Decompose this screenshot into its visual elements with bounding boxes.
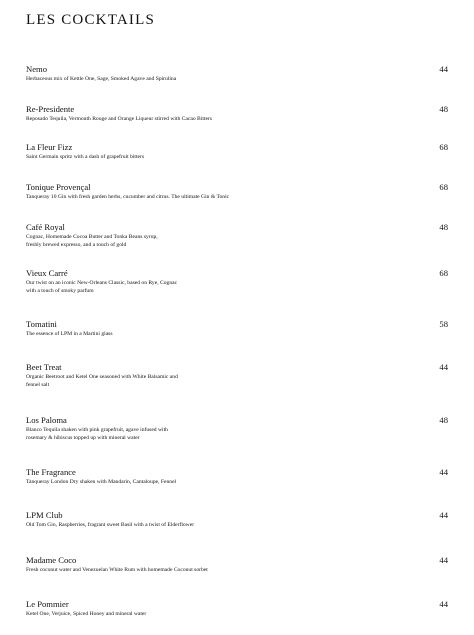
item-description: Saint Germain spritz with a dash of grapefruit bitters <box>26 154 145 160</box>
menu-item-cafe-royal <box>26 222 448 250</box>
item-price: 58 <box>439 319 448 329</box>
item-price: 68 <box>439 182 448 192</box>
item-price: 44 <box>439 555 448 565</box>
item-price: 68 <box>439 142 448 152</box>
item-description: Reposado Tequila, Vermouth Rouge and Orange Liqueur stirred with Cacao Bitters <box>26 116 212 122</box>
item-price: 44 <box>439 467 448 477</box>
item-name: La Fleur Fizz <box>26 142 73 152</box>
item-name: Vieux Carré <box>26 268 68 278</box>
item-price: 48 <box>439 104 448 114</box>
item-price: 44 <box>439 599 448 609</box>
item-name: Re-Presidente <box>26 104 75 114</box>
item-price: 44 <box>439 510 448 520</box>
menu-item-lpm-club <box>26 510 448 529</box>
item-description: Our twist on an iconic New-Orleans Classic, based on Rye, Cognac with a touch of smoky parfum <box>26 280 178 295</box>
menu-item-tomatini <box>26 319 448 338</box>
menu-item-nemo <box>26 64 448 83</box>
item-name: The Fragrance <box>26 467 76 477</box>
menu-item-vieux-carre <box>26 268 448 296</box>
item-price: 48 <box>439 415 448 425</box>
menu-item-le-pommier <box>26 599 448 618</box>
item-name: LPM Club <box>26 510 63 520</box>
item-name: Los Paloma <box>26 415 67 425</box>
menu-item-beet-treat <box>26 362 448 390</box>
item-price: 44 <box>439 362 448 372</box>
item-description: Organic Beetroot and Ketel One seasoned with White Balsamic and fennel salt <box>26 374 178 389</box>
item-description: Tanqueray 10 Gin with fresh garden herbs, cucumber and citrus. The ultimate Gin & Tonic <box>26 194 230 200</box>
item-name: Beet Treat <box>26 362 62 372</box>
item-name: Nemo <box>26 64 48 74</box>
item-name: Le Pommier <box>26 599 69 609</box>
item-name: Tonique Provençal <box>26 182 91 192</box>
item-name: Madame Coco <box>26 555 77 565</box>
menu-item-los-paloma <box>26 415 448 443</box>
menu-item-the-fragrance <box>26 467 448 486</box>
item-description: Cognac, Homemade Cocoa Butter and Tonka Beans syrup, freshly brewed expresso, and a touch of gold <box>26 234 158 249</box>
item-description: Old Tom Gin, Raspberries, fragrant sweet Basil with a twist of Elderflower <box>26 522 195 528</box>
item-name: Café Royal <box>26 222 65 232</box>
item-description: Tanqueray London Dry shaken with Mandarin, Cantaloupe, Fennel <box>26 479 177 485</box>
item-description: Blanco Tequila shaken with pink grapefruit, agave infused with rosemary & hibiscus topped up with mineral water <box>26 427 168 442</box>
item-name: Tomatini <box>26 319 57 329</box>
menu-item-re-presidente <box>26 104 448 123</box>
menu-item-la-fleur-fizz <box>26 142 448 161</box>
item-description: The essence of LPM in a Martini glass <box>26 331 113 337</box>
page-title: LES COCKTAILS <box>26 12 155 28</box>
item-description: Herbaceous mix of Kettle One, Sage, Smoked Agave and Spirulina <box>26 76 177 82</box>
item-description: Fresh coconut water and Venezuelan White Rum with homemade Coconut sorbet <box>26 567 208 573</box>
menu-item-madame-coco <box>26 555 448 574</box>
item-price: 68 <box>439 268 448 278</box>
menu-item-tonique-provencal <box>26 182 448 201</box>
item-description: Ketel One, Verjuice, Spiced Honey and mineral water <box>26 611 147 617</box>
item-price: 44 <box>439 64 448 74</box>
item-price: 48 <box>439 222 448 232</box>
